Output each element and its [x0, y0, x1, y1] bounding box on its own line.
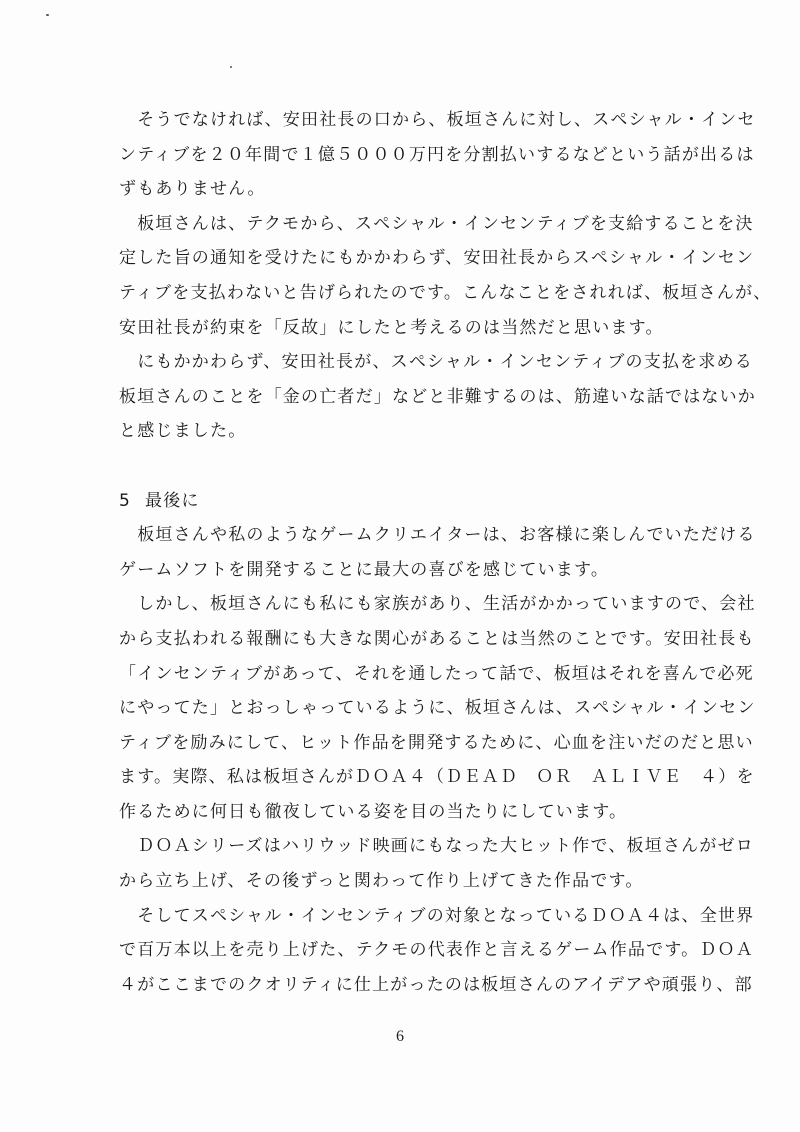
- text-line: そうでなければ、安田社長の口から、板垣さんに対し、スペシャル・インセ: [119, 110, 756, 130]
- section-gap: [119, 449, 689, 484]
- text-line: ティブを励みにして、ヒット作品を開発するために、心血を注いだのだと思い: [119, 732, 754, 753]
- body-text: [119, 103, 772, 1002]
- text-line: にもかかわらず、安田社長が、スペシャル・インセンティブの支払を求める: [119, 352, 753, 373]
- text-line: 「インセンティブがあって、それを通したって話で、板垣はそれを喜んで必死: [119, 663, 754, 684]
- text-line: ゲームソフトを開発することに最大の喜びを感じています。: [119, 559, 610, 580]
- section-number: 5: [119, 490, 132, 511]
- text-line: ティブを支払わないと告げられたのです。こんなことをされれば、板垣さんが、: [119, 282, 772, 303]
- scan-speck: [46, 14, 49, 16]
- scan-speck: [230, 66, 232, 68]
- text-line: ンティブを２０年間で１億５０００万円を分割払いするなどという話が出るは: [119, 144, 755, 165]
- text-line: そしてスペシャル・インセンティブの対象となっているＤＯＡ４は、全世界: [119, 905, 755, 926]
- text-line: と感じました。: [119, 421, 247, 442]
- text-line: にやってた」とおっしゃっているように、板垣さんは、スペシャル・インセン: [119, 698, 756, 719]
- text-line: 板垣さんや私のようなゲームクリエイターは、お客様に楽しんでいただける: [119, 525, 756, 546]
- text-line: 作るために何日も徹夜している姿を目の当たりにしています。: [119, 801, 628, 822]
- text-line: から立ち上げ、その後ずっと関わって作り上げてきた作品です。: [119, 871, 644, 892]
- text-line: ４がここまでのクオリティに仕上がったのは板垣さんのアイデアや頑張り、部: [119, 974, 753, 995]
- text-line: 板垣さんのことを「金の亡者だ」などと非難するのは、筋違いな話ではないか: [119, 386, 756, 407]
- section-heading: [119, 484, 689, 519]
- text-line: ＤＯＡシリーズはハリウッド映画にもなった大ヒット作で、板垣さんがゼロ: [119, 836, 754, 857]
- text-line: ずもありません。: [119, 179, 266, 200]
- text-line: で百万本以上を売り上げた、テクモの代表作と言えるゲーム作品です。ＤＯＡ: [119, 940, 754, 961]
- page-number: 6: [396, 1028, 404, 1045]
- text-line: 板垣さんは、テクモから、スペシャル・インセンティブを支給することを決: [119, 213, 754, 234]
- section-title: 最後に: [145, 490, 200, 511]
- text-line: 定した旨の通知を受けたにもかかわらず、安田社長からスペシャル・インセン: [119, 248, 755, 269]
- text-line: 安田社長が約束を「反故」にしたと考えるのは当然だと思います。: [119, 317, 664, 338]
- text-line: から支払われる報酬にも大きな関心があることは当然のことです。安田社長も: [119, 628, 755, 649]
- text-line: しかし、板垣さんにも私にも家族があり、生活がかかっていますので、会社: [119, 594, 756, 615]
- text-line: ます。実際、私は板垣さんがＤＯＡ４（ＤＥＡＤ ＯＲ ＡＬＩＶＥ ４）を: [119, 767, 755, 788]
